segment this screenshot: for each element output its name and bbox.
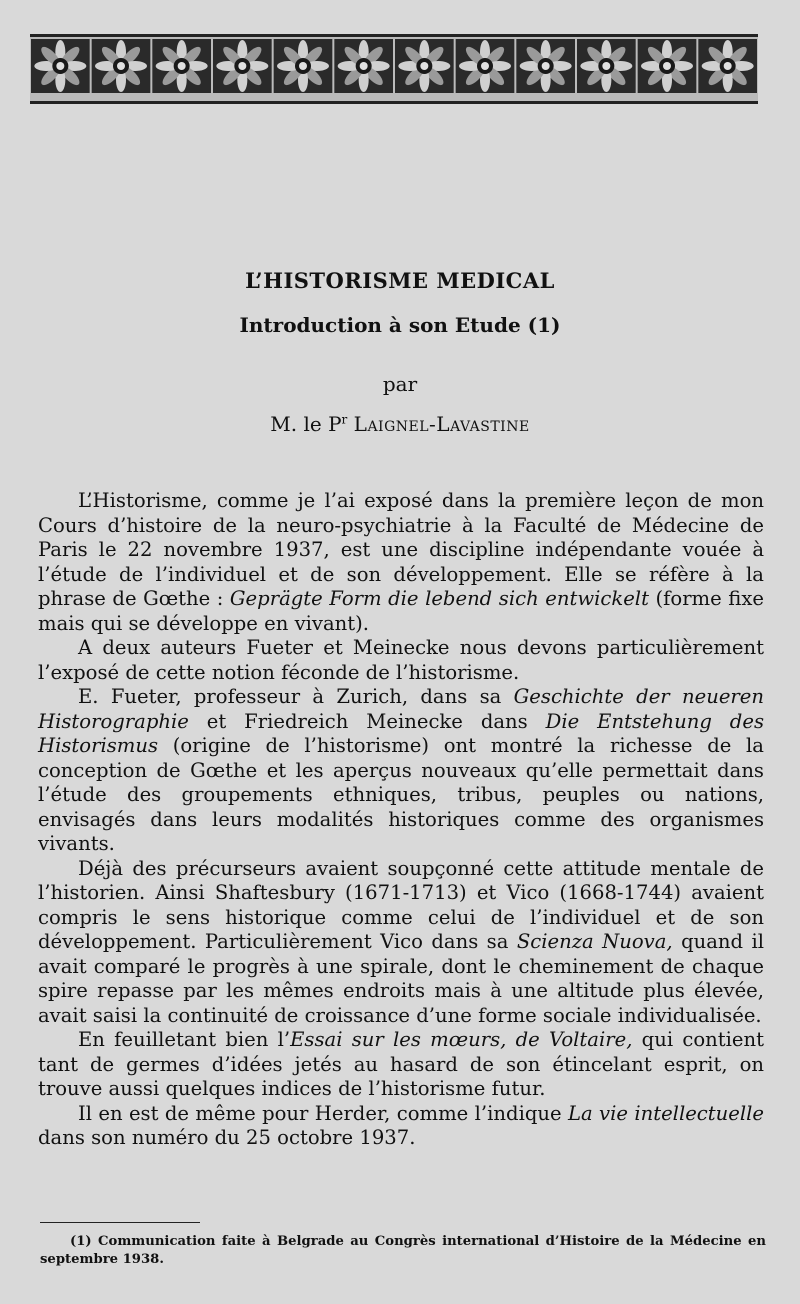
italic-title: Geschichte der neueren Historographie: [38, 685, 764, 733]
rosette-icon: [152, 39, 211, 93]
rosette-icon: [395, 39, 454, 93]
author-name: Laignel-Lavastine: [353, 412, 530, 436]
paragraph-text: (origine de l’historisme) ont montré la richesse de la conception de Gœthe et les aperçus nouveaux qu’elle permettait dans l’étude des groupements ethniques, tribus, peuples ou nations, envisagés dans leurs modalités historiques comme des organismes vivants.: [38, 734, 764, 855]
paragraph-text: et Friedreich Meinecke dans: [188, 709, 546, 733]
rosette-icon: [577, 39, 636, 93]
paragraph-text: Il en est de même pour Herder, comme l’indique: [78, 1101, 568, 1125]
italic-title: Geprägte Form die lebend sich entwickelt: [229, 587, 649, 610]
paragraph-text: dans son numéro du 25 octobre 1937.: [38, 1126, 416, 1149]
rosette-icon: [31, 39, 90, 93]
paragraph-text: quand il avait comparé le progrès à une spirale, dont le cheminement de chaque spire repasse par les mêmes endroits mais à une altitude plus élevée, avait saisi la continuité de croissance d’une forme sociale individualisée.: [38, 930, 765, 1027]
rosette-icon: [638, 39, 697, 93]
rosette-icon: [92, 39, 151, 93]
decorative-header-ornament: [30, 34, 758, 104]
author-prefix: M. le P: [270, 412, 342, 436]
paragraph-text: En feuilletant bien l’: [78, 1028, 291, 1051]
footnote-divider: [40, 1222, 200, 1223]
article-subtitle: Introduction à son Etude (1): [239, 313, 561, 337]
footnote: [40, 1233, 766, 1269]
body-paragraph: [38, 857, 764, 1029]
rosette-icon: [698, 39, 757, 93]
author-sup: r: [341, 412, 348, 427]
italic-title: Die Entstehung des Historismus: [38, 709, 765, 757]
article-title: L’HISTORISME MEDICAL: [245, 268, 555, 293]
rosette-icon: [516, 39, 575, 93]
paragraph-text: A deux auteurs Fueter et Meinecke nous devons particulièrement l’exposé de cette notion féconde de l’historisme.: [38, 636, 764, 684]
body-paragraph: [38, 1028, 764, 1102]
author-line: [0, 412, 800, 436]
italic-title: Scienza Nuova,: [516, 930, 673, 953]
paragraph-text: E. Fueter, professeur à Zurich, dans sa: [78, 685, 514, 708]
body-paragraph: [38, 636, 764, 685]
paragraph-text: qui contient tant de germes d’idées jetés au hasard de son étincelant esprit, on trouve aussi quelques indices de l’historisme futur.: [38, 1028, 764, 1100]
rosette-icon: [456, 39, 515, 93]
body-paragraph: [38, 685, 764, 857]
rosette-icon: [274, 39, 333, 93]
rosette-icon: [213, 39, 272, 93]
article-body: [38, 489, 764, 1151]
body-paragraph: [38, 1102, 764, 1151]
paragraph-text: L’Historisme, comme je l’ai exposé dans la première leçon de mon Cours d’histoire de la neuro-psychiatrie à la Faculté de Médecine de Paris le 22 novembre 1937, est une discipline indépendante vouée à l’étude de l’individuel et de son développement. Elle se réfère à la phrase de Gœthe :: [38, 489, 764, 610]
paragraph-text: Déjà des précurseurs avaient soupçonné cette attitude mentale de l’historien. Ainsi Shaftesbury (1671-1713) et Vico (1668-1744) avaient compris le sens historique comme celui de l’individuel et de son développement. Particulièrement Vico dans sa: [38, 856, 764, 953]
footnote-text: (1) Communication faite à Belgrade au Congrès international d’Histoire de la Médecine en septembre 1938.: [40, 1234, 766, 1267]
rosette-frieze-icon: [30, 37, 758, 95]
body-paragraph: [38, 489, 764, 636]
rosette-icon: [334, 39, 393, 93]
italic-title: La vie intellectuelle: [567, 1101, 765, 1125]
italic-title: Essai sur les mœurs, de Voltaire,: [290, 1028, 633, 1051]
byline-par: par: [382, 372, 418, 396]
paragraph-text: (forme fixe mais qui se développe en vivant).: [38, 587, 764, 635]
